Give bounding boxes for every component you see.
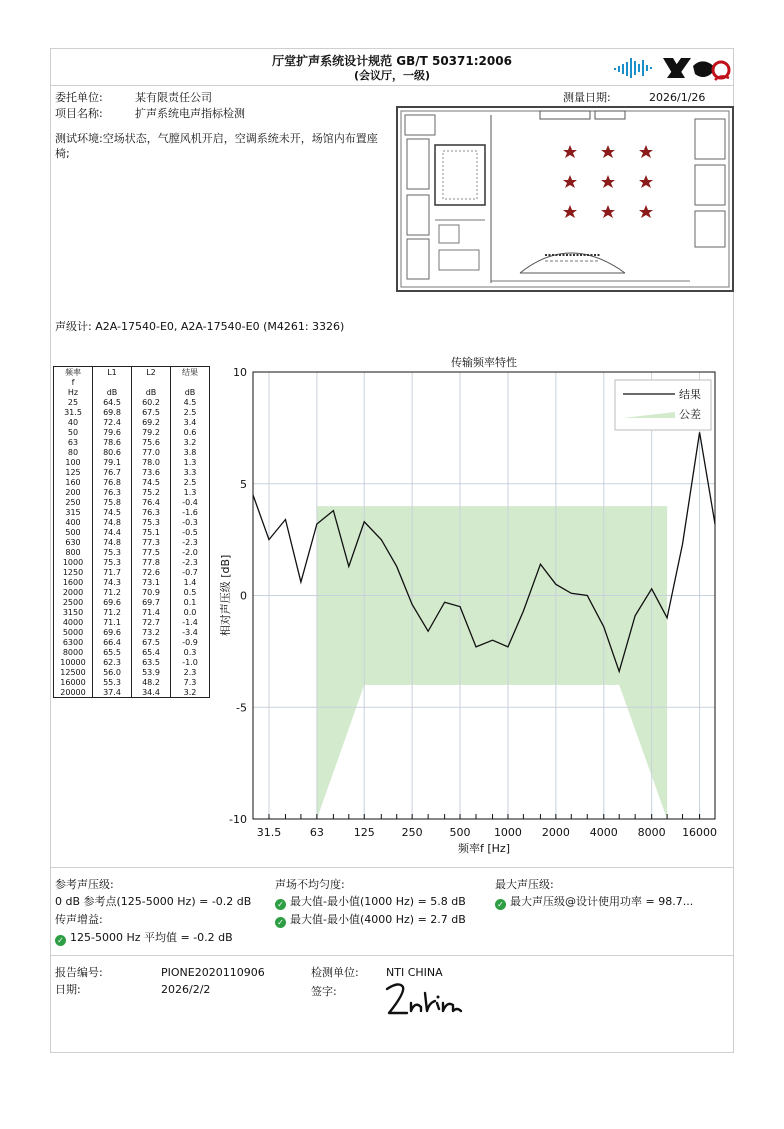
table-cell: 34.4 [132,687,171,698]
table-row [54,477,210,487]
report-header [51,49,733,86]
table-cell: 75.1 [132,527,171,537]
table-row [54,507,210,517]
uniformity-value-2: 最大值-最小值(4000 Hz) = 2.7 dB [290,913,466,926]
check-icon: ✓ [55,935,66,946]
table-row [54,567,210,577]
test-environment [55,131,385,161]
table-cell: 75.3 [132,517,171,527]
table-cell: 50 [54,427,93,437]
table-cell: 1.3 [171,457,210,467]
table-cell: 80.6 [93,447,132,457]
table-row [54,557,210,567]
table-cell: 0.0 [171,607,210,617]
table-cell: 69.6 [93,627,132,637]
table-cell: -3.4 [171,627,210,637]
table-header-cell: dB [171,387,210,397]
table-cell: 400 [54,517,93,527]
table-cell: -2.3 [171,557,210,567]
client-value: 某有限责任公司 [135,91,212,104]
gain-result [55,931,233,946]
check-icon: ✓ [495,899,506,910]
table-cell: 78.6 [93,437,132,447]
table-cell: 74.8 [93,537,132,547]
table-row [54,527,210,537]
table-cell: 37.4 [93,687,132,698]
table-cell: 12500 [54,667,93,677]
report-title: 厅堂扩声系统设计规范 GB/T 50371:2006 [272,54,512,68]
table-cell: 79.2 [132,427,171,437]
table-cell: 3.8 [171,447,210,457]
table-row [54,447,210,457]
table-cell: 75.2 [132,487,171,497]
table-cell: 2500 [54,597,93,607]
project-value: 扩声系统电声指标检测 [135,107,245,120]
table-cell: 3.4 [171,417,210,427]
ref-level-label: 参考声压级: [55,878,114,891]
table-cell: 3.3 [171,467,210,477]
table-cell: 72.6 [132,567,171,577]
uniformity-result-2 [275,913,466,928]
table-cell: 3150 [54,607,93,617]
table-cell: -1.0 [171,657,210,667]
table-cell: 0.3 [171,647,210,657]
table-cell: 63 [54,437,93,447]
table-cell: 74.5 [132,477,171,487]
table-cell: 70.9 [132,587,171,597]
table-cell: 56.0 [93,667,132,677]
table-cell: 76.3 [93,487,132,497]
x-tick-label: 8000 [637,826,666,839]
table-cell: 77.8 [132,557,171,567]
y-tick-label: 10 [233,366,247,379]
table-cell: 65.5 [93,647,132,657]
table-cell: 3.2 [171,437,210,447]
legend-label-tolerance: 公差 [679,408,701,421]
table-cell: 40 [54,417,93,427]
table-cell: 53.9 [132,667,171,677]
x-tick-label: 125 [353,826,375,839]
table-cell: 74.8 [93,517,132,527]
x-tick-label: 250 [401,826,423,839]
table-cell: 75.8 [93,497,132,507]
table-row [54,607,210,617]
table-cell: 0.6 [171,427,210,437]
table-cell: 8000 [54,647,93,657]
table-cell: 60.2 [132,397,171,407]
table-cell: 1250 [54,567,93,577]
table-cell: -0.4 [171,497,210,507]
table-row [54,587,210,597]
table-cell: 25 [54,397,93,407]
table-cell: -0.9 [171,637,210,647]
table-cell: 6300 [54,637,93,647]
table-cell: 75.3 [93,557,132,567]
table-cell: 630 [54,537,93,547]
ref-level-value: 0 dB 参考点(125-5000 Hz) = -0.2 dB [55,895,252,908]
table-row [54,397,210,407]
table-cell: 1.4 [171,577,210,587]
table-header-cell [171,377,210,387]
table-cell: 250 [54,497,93,507]
x-tick-label: 1000 [493,826,522,839]
brand-logo [611,52,731,84]
table-header-cell: 频率 [54,367,93,378]
table-cell: 79.6 [93,427,132,437]
table-cell: -1.6 [171,507,210,517]
table-cell: -1.4 [171,617,210,627]
x-tick-label: 500 [449,826,471,839]
table-header-cell: L2 [132,367,171,378]
x-tick-label: 2000 [541,826,570,839]
table-cell: 160 [54,477,93,487]
test-org-label: 检测单位: [311,966,359,979]
table-cell: 2.5 [171,407,210,417]
max-level-result [495,895,693,910]
measure-date-value: 2026/1/26 [649,91,706,104]
table-cell: 74.4 [93,527,132,537]
y-axis-label: 相对声压级 [dB] [219,554,232,637]
table-cell: 125 [54,467,93,477]
table-cell: 10000 [54,657,93,667]
table-cell: 69.2 [132,417,171,427]
table-cell: 200 [54,487,93,497]
gain-value: 125-5000 Hz 平均值 = -0.2 dB [70,931,233,944]
table-cell: 3.2 [171,687,210,698]
table-cell: 76.8 [93,477,132,487]
section-divider [51,867,733,868]
table-header-cell [132,377,171,387]
table-cell: 67.5 [132,407,171,417]
table-cell: -0.3 [171,517,210,527]
table-cell: 75.6 [132,437,171,447]
table-cell: 100 [54,457,93,467]
table-row [54,687,210,698]
table-cell: 71.2 [93,607,132,617]
uniformity-label: 声场不均匀度: [275,878,345,891]
table-row [54,667,210,677]
table-row [54,437,210,447]
measure-date-label: 测量日期: [563,91,611,104]
table-cell: 7.3 [171,677,210,687]
table-cell: 76.3 [132,507,171,517]
table-row [54,547,210,557]
x-tick-label: 63 [309,826,324,839]
table-header-cell: dB [132,387,171,397]
table-cell: 2000 [54,587,93,597]
report-subtitle: (会议厅，一级) [353,69,431,82]
table-cell: 78.0 [132,457,171,467]
table-cell: 315 [54,507,93,517]
table-cell: 69.8 [93,407,132,417]
table-cell: 71.2 [93,587,132,597]
gain-label: 传声增益: [55,913,103,926]
project-label: 项目名称: [55,107,103,120]
table-cell: 0.1 [171,597,210,607]
sound-level-meter [55,320,344,334]
check-icon: ✓ [275,917,286,928]
y-tick-label: -5 [236,701,247,715]
table-cell: -0.7 [171,567,210,577]
frequency-data-table [53,366,210,698]
table-cell: 64.5 [93,397,132,407]
table-cell: 73.1 [132,577,171,587]
client-label: 委托单位: [55,91,103,104]
x-tick-label: 31.5 [256,826,282,839]
table-header-cell: f [54,377,93,387]
table-cell: 80 [54,447,93,457]
report-date-value: 2026/2/2 [161,983,211,996]
table-header-cell: 结果 [171,367,210,378]
table-row [54,427,210,437]
table-row [54,597,210,607]
max-level-label: 最大声压级: [495,878,554,891]
table-cell: 73.2 [132,627,171,637]
table-header-cell: Hz [54,387,93,397]
table-cell: -0.5 [171,527,210,537]
test-org-value: NTI CHINA [386,966,443,979]
table-cell: -2.0 [171,547,210,557]
frequency-response-chart [221,354,716,854]
table-row [54,627,210,637]
table-cell: 800 [54,547,93,557]
report-number-label: 报告编号: [55,966,103,979]
table-cell: 48.2 [132,677,171,687]
env-label: 测试环境: [55,132,103,145]
report-number-value: PIONE2020110906 [161,966,265,979]
table-cell: 55.3 [93,677,132,687]
table-row [54,537,210,547]
table-cell: 77.3 [132,537,171,547]
report-page [50,48,734,1053]
table-cell: 69.7 [132,597,171,607]
table-cell: 63.5 [132,657,171,667]
y-tick-label: -10 [229,813,247,826]
table-header-row [54,387,210,397]
table-cell: 1000 [54,557,93,567]
table-cell: 76.4 [132,497,171,507]
table-cell: 71.7 [93,567,132,577]
env-value: 空场状态，气膛风机开启，空调系统未开，场馆内布置座椅; [55,132,378,160]
table-cell: 66.4 [93,637,132,647]
table-cell: 65.4 [132,647,171,657]
table-header-cell: dB [93,387,132,397]
section-divider [51,955,733,956]
table-cell: 71.1 [93,617,132,627]
max-level-value: 最大声压级@设计使用功率 = 98.7... [510,895,694,908]
x-tick-label: 4000 [589,826,618,839]
uniformity-value-1: 最大值-最小值(1000 Hz) = 5.8 dB [290,895,466,908]
table-cell: 62.3 [93,657,132,667]
table-row [54,657,210,667]
table-row [54,617,210,627]
table-cell: 2.3 [171,667,210,677]
check-icon: ✓ [275,899,286,910]
table-cell: 71.4 [132,607,171,617]
table-cell: 16000 [54,677,93,687]
table-cell: 74.3 [93,577,132,587]
floor-plan [395,105,735,293]
handwritten-signature [381,977,465,1023]
table-cell: 67.5 [132,637,171,647]
table-cell: 4.5 [171,397,210,407]
table-cell: 77.0 [132,447,171,457]
table-row [54,467,210,477]
table-header-cell [93,377,132,387]
table-cell: 77.5 [132,547,171,557]
table-header-cell: L1 [93,367,132,378]
table-header-row [54,377,210,387]
table-cell: 75.3 [93,547,132,557]
table-cell: 69.6 [93,597,132,607]
chart-title: 传输频率特性 [451,356,517,369]
table-cell: 1600 [54,577,93,587]
table-row [54,517,210,527]
table-cell: 76.7 [93,467,132,477]
table-row [54,417,210,427]
table-cell: 0.5 [171,587,210,597]
table-cell: 73.6 [132,467,171,477]
uniformity-result-1 [275,895,466,910]
table-header-row [54,367,210,378]
table-cell: 79.1 [93,457,132,467]
table-cell: 2.5 [171,477,210,487]
sound-level-meter-label: 声级计: [55,320,92,333]
table-row [54,647,210,657]
sound-level-meter-value: A2A-17540-E0, A2A-17540-E0 (M4261: 3326) [95,320,345,333]
table-cell: 4000 [54,617,93,627]
table-cell: 1.3 [171,487,210,497]
table-row [54,487,210,497]
x-tick-label: 16000 [682,826,718,839]
table-row [54,677,210,687]
y-tick-label: 5 [240,477,247,491]
table-cell: 31.5 [54,407,93,417]
table-row [54,407,210,417]
table-cell: 74.5 [93,507,132,517]
legend-label-result: 结果 [679,388,701,401]
table-row [54,577,210,587]
report-date-label: 日期: [55,983,81,996]
table-cell: -2.3 [171,537,210,547]
table-row [54,637,210,647]
x-axis-label: 频率f [Hz] [458,842,510,855]
table-cell: 5000 [54,627,93,637]
table-cell: 500 [54,527,93,537]
table-row [54,457,210,467]
table-cell: 72.7 [132,617,171,627]
table-cell: 72.4 [93,417,132,427]
signature-label: 签字: [311,985,337,998]
table-row [54,497,210,507]
table-cell: 20000 [54,687,93,698]
y-tick-label: 0 [240,589,247,603]
